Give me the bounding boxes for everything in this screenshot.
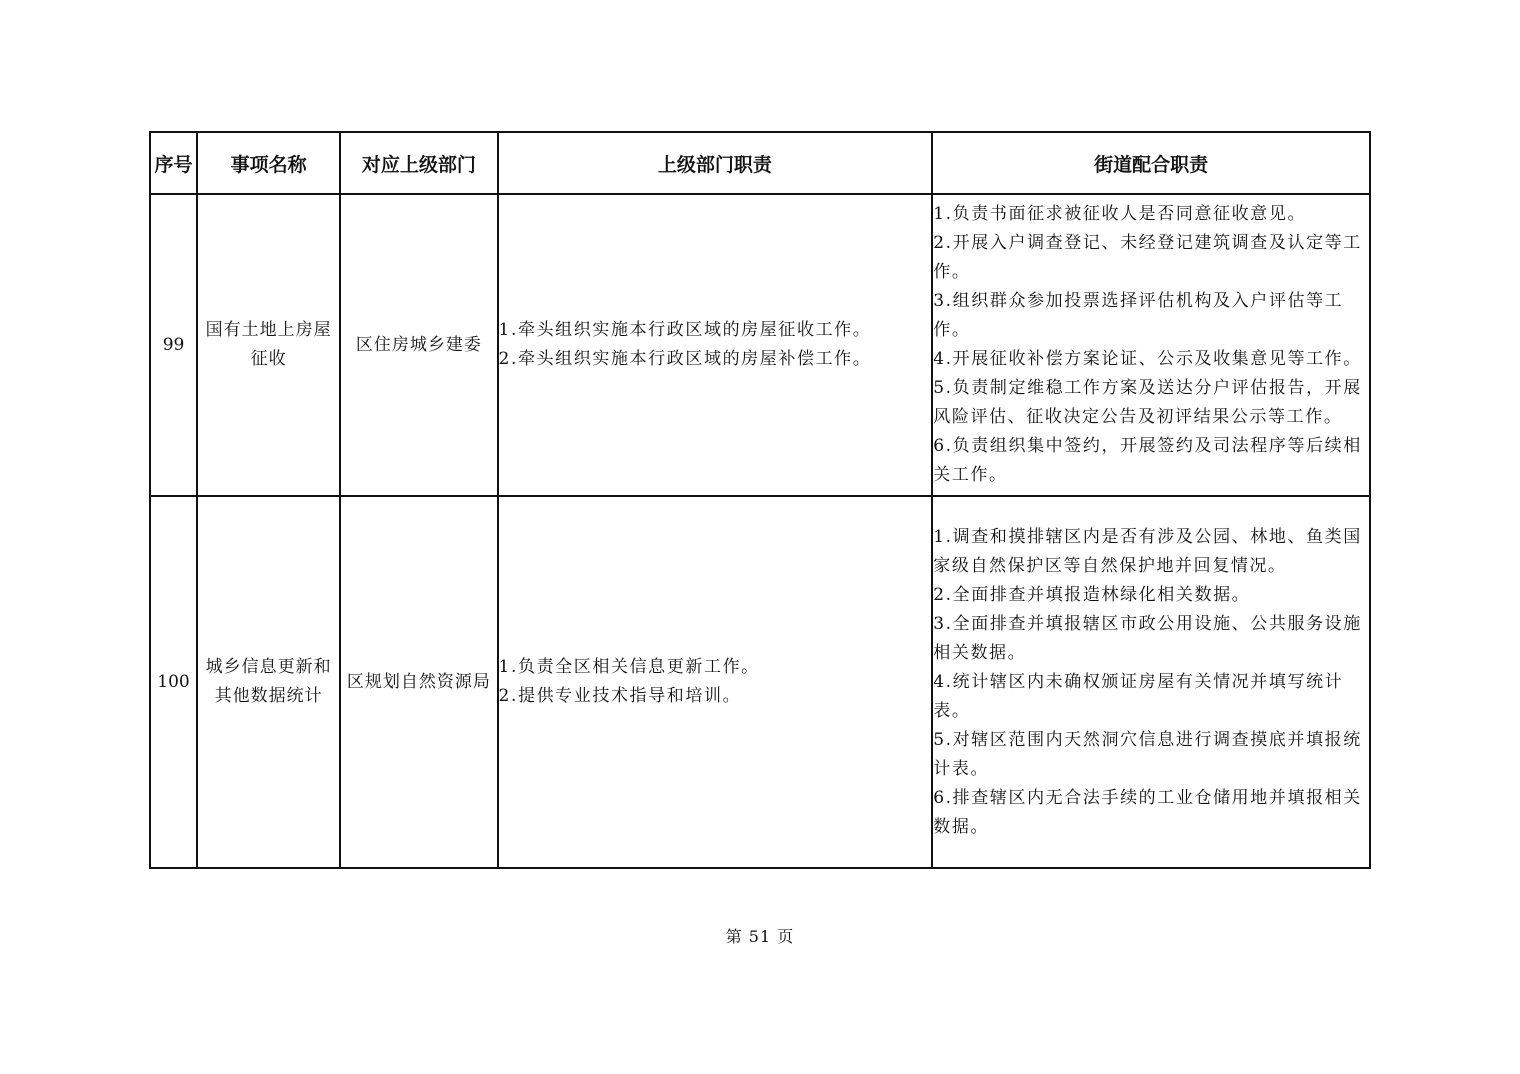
street-duty-item: 5.负责制定维稳工作方案及送达分户评估报告，开展风险评估、征收决定公告及初评结果公示等工作。 [933,378,1362,427]
street-duty-item: 4.开展征收补偿方案论证、公示及收集意见等工作。 [933,349,1362,369]
upper-duty-item: 2.提供专业技术指导和培训。 [498,686,742,706]
table-header-row [150,132,1370,194]
street-duty-item: 6.排查辖区内无合法手续的工业仓储用地并填报相关数据。 [933,787,1362,837]
row-upper-duty [498,496,933,868]
street-duty-item: 1.负责书面征求被征收人是否同意征收意见。 [933,204,1307,224]
header-street-duty: 街道配合职责 [932,132,1370,194]
table-row [150,194,1370,496]
duty-table [149,131,1371,869]
item-name-line: 征收 [250,349,287,369]
row-item-name [197,496,340,868]
header-dept: 对应上级部门 [340,132,497,194]
row-no: 99 [150,194,197,496]
row-dept: 区住房城乡建委 [340,194,497,496]
row-upper-duty [498,194,933,496]
page-number: 第 51 页 [725,927,795,946]
row-dept: 区规划自然资源局 [340,496,497,868]
table-row [150,496,1370,868]
upper-duty-item: 1.负责全区相关信息更新工作。 [498,657,760,677]
row-street-duty [932,496,1370,868]
row-item-name [197,194,340,496]
header-no: 序号 [150,132,197,194]
street-duty-item: 5.对辖区范围内天然洞穴信息进行调查摸底并填报统计表。 [933,729,1362,779]
item-name-line: 国有土地上房屋 [205,320,332,340]
street-duty-item: 2.全面排查并填报造林绿化相关数据。 [933,584,1251,605]
header-upper-duty: 上级部门职责 [498,132,933,194]
street-duty-item: 3.全面排查并填报辖区市政公用设施、公共服务设施相关数据。 [933,613,1362,663]
row-street-duty [932,194,1370,496]
upper-duty-item: 2.牵头组织实施本行政区域的房屋补偿工作。 [498,349,872,369]
header-item-name: 事项名称 [197,132,340,194]
street-duty-item: 1.调查和摸排辖区内是否有涉及公园、林地、鱼类国家级自然保护区等自然保护地并回复情况。 [933,526,1362,576]
street-duty-item: 2.开展入户调查登记、未经登记建筑调查及认定等工作。 [933,233,1362,282]
street-duty-item: 6.负责组织集中签约，开展签约及司法程序等后续相关工作。 [933,436,1362,485]
upper-duty-item: 1.牵头组织实施本行政区域的房屋征收工作。 [498,320,872,340]
street-duty-item: 4.统计辖区内未确权颁证房屋有关情况并填写统计表。 [933,671,1344,721]
item-name-line: 其他数据统计 [214,686,323,706]
row-no: 100 [150,496,197,868]
street-duty-item: 3.组织群众参加投票选择评估机构及入户评估等工作。 [933,291,1344,340]
item-name-line: 城乡信息更新和 [205,657,332,677]
